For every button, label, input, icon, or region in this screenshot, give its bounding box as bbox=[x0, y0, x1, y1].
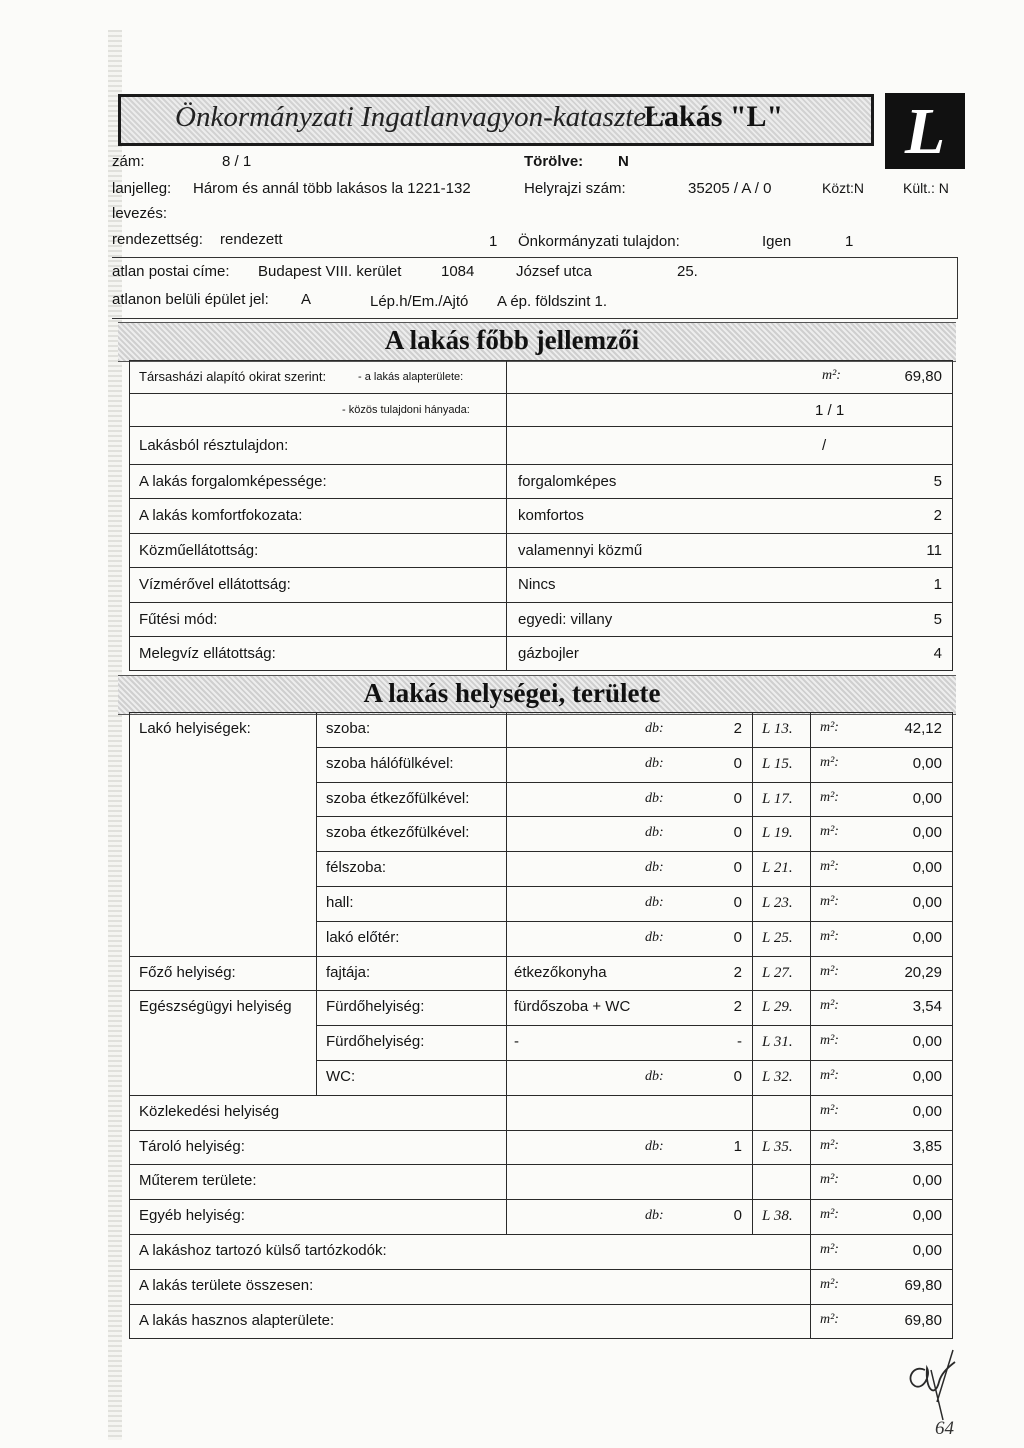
s1-line bbox=[129, 602, 953, 603]
room-type: fürdőszoba + WC bbox=[514, 998, 631, 1016]
area-unit: m²: bbox=[820, 1102, 839, 1118]
line-ref: L 21. bbox=[762, 860, 793, 877]
room-category: A lakás területe összesen: bbox=[139, 1276, 314, 1294]
megjeloles-label: lanjelleg: bbox=[112, 180, 172, 197]
s2-col-line bbox=[810, 1234, 811, 1269]
db-label: db: bbox=[645, 1069, 664, 1084]
room-subtype: lakó előtér: bbox=[326, 928, 400, 946]
s1-row-code: 11 bbox=[926, 542, 942, 559]
s2-line bbox=[316, 782, 953, 783]
room-area: 3,54 bbox=[912, 998, 942, 1016]
torolve-value: N bbox=[618, 153, 629, 170]
alapterulet-unit: m²: bbox=[822, 368, 841, 383]
room-area: 69,80 bbox=[904, 1311, 942, 1329]
s1-line bbox=[129, 498, 953, 499]
room-count: 0 bbox=[733, 928, 742, 946]
s2-col-line bbox=[316, 782, 317, 817]
room-category: Egyéb helyiség: bbox=[139, 1207, 245, 1225]
s1-line bbox=[129, 393, 953, 394]
room-count: 0 bbox=[733, 894, 742, 911]
area-unit: m²: bbox=[820, 824, 839, 840]
s2-col-line bbox=[752, 956, 753, 991]
area-unit: m²: bbox=[820, 894, 839, 909]
s2-line bbox=[316, 921, 953, 922]
szam-value: 8 / 1 bbox=[222, 153, 252, 170]
line-ref: L 13. bbox=[762, 721, 793, 737]
s2-line bbox=[129, 1199, 953, 1200]
room-count: 1 bbox=[733, 1137, 742, 1155]
s2-line bbox=[129, 1338, 953, 1339]
s2-col-line bbox=[752, 1130, 753, 1165]
line-ref: L 25. bbox=[762, 929, 793, 946]
s2-col-line bbox=[506, 712, 507, 747]
s1-line bbox=[129, 533, 953, 534]
torolve-label: Törölve: bbox=[524, 153, 584, 170]
s2-col-line bbox=[810, 816, 811, 851]
line-ref: L 31. bbox=[762, 1034, 793, 1051]
room-area: 0,00 bbox=[912, 859, 942, 877]
s2-col-line bbox=[752, 1025, 753, 1060]
lep-label: Lép.h/Em./Ajtó bbox=[370, 293, 469, 310]
room-subtype: szoba étkezőfülkével: bbox=[326, 824, 470, 842]
s1-row-code: 4 bbox=[933, 645, 942, 662]
section2-title: A lakás helységei, területe bbox=[363, 678, 661, 708]
room-count: 0 bbox=[733, 859, 742, 877]
kozos-value: 1 / 1 bbox=[815, 402, 845, 419]
s2-col-line bbox=[506, 1130, 507, 1165]
kozt-flag: Közt:N bbox=[822, 180, 865, 196]
helyrajzi-value: 35205 / A / 0 bbox=[688, 180, 772, 197]
s2-line bbox=[129, 712, 953, 713]
line-ref: L 17. bbox=[762, 790, 793, 807]
db-label: db: bbox=[645, 825, 664, 841]
s1-row-value: gázbojler bbox=[518, 645, 579, 662]
s2-col-line bbox=[810, 886, 811, 921]
s1-row-label: A lakás komfortfokozata: bbox=[139, 507, 303, 524]
s2-col-line bbox=[506, 956, 507, 991]
postal-city: Budapest VIII. kerület bbox=[258, 263, 402, 280]
s2-line bbox=[316, 886, 953, 887]
s2-line bbox=[316, 747, 953, 748]
s2-col-line bbox=[752, 1060, 753, 1095]
s2-line bbox=[129, 1269, 953, 1270]
s1-row-value: Nincs bbox=[518, 576, 556, 593]
room-subtype: WC: bbox=[326, 1068, 356, 1085]
s2-col-line bbox=[506, 886, 507, 921]
room-subtype: Fürdőhelyiség: bbox=[326, 1033, 425, 1051]
db-label: db: bbox=[645, 1138, 664, 1154]
rendezettseg-value: rendezett bbox=[220, 231, 283, 248]
helyrajzi-label: Helyrajzi szám: bbox=[524, 180, 626, 197]
s1-row-value: komfortos bbox=[518, 507, 584, 524]
s2-col-line bbox=[506, 990, 507, 1025]
onkormanyzati-label: Önkormányzati tulajdon: bbox=[518, 233, 680, 250]
area-unit: m²: bbox=[820, 1207, 839, 1223]
room-count: 2 bbox=[733, 998, 742, 1016]
room-category: Egészségügyi helyiség bbox=[139, 998, 292, 1016]
room-category: Lakó helyiségek: bbox=[139, 720, 251, 737]
area-unit: m²: bbox=[820, 963, 839, 979]
s1-line bbox=[129, 636, 953, 637]
rendezettseg-label: rendezettség: bbox=[112, 231, 203, 248]
s2-line bbox=[129, 1130, 953, 1131]
s2-line bbox=[316, 1060, 953, 1061]
s2-line bbox=[129, 1234, 953, 1235]
area-unit: m²: bbox=[820, 789, 839, 805]
db-label: db: bbox=[645, 755, 664, 771]
s2-col-line bbox=[752, 990, 753, 1025]
page-title: Önkormányzati Ingatlanvagyon-kataszter: bbox=[175, 101, 668, 133]
s2-line bbox=[129, 1095, 953, 1096]
room-count: 0 bbox=[733, 754, 742, 772]
room-subtype: Fürdőhelyiség: bbox=[326, 998, 425, 1016]
area-unit: m²: bbox=[820, 928, 839, 944]
room-count: 2 bbox=[733, 720, 742, 737]
s2-col-line bbox=[810, 1060, 811, 1095]
s2-col-line bbox=[316, 956, 317, 991]
room-area: 0,00 bbox=[912, 1033, 942, 1051]
s2-col-line bbox=[316, 816, 317, 851]
s1-row-code: 5 bbox=[933, 611, 942, 628]
s2-col-line bbox=[810, 1095, 811, 1130]
s1-line bbox=[129, 670, 953, 671]
page-subtitle: Lakás "L" bbox=[644, 100, 784, 133]
s1-line bbox=[129, 464, 953, 465]
line-ref: L 35. bbox=[762, 1138, 793, 1155]
s2-col-line bbox=[810, 956, 811, 991]
s2-line bbox=[316, 851, 953, 852]
room-area: 42,12 bbox=[904, 720, 942, 737]
room-subtype: hall: bbox=[326, 894, 354, 911]
s2-col-line bbox=[810, 1199, 811, 1234]
kozos-label: - közös tulajdoni hányada: bbox=[342, 404, 470, 416]
db-label: db: bbox=[645, 929, 664, 945]
area-unit: m²: bbox=[820, 1033, 839, 1049]
s2-col-line bbox=[316, 990, 317, 1025]
s1-row-code: 1 bbox=[933, 576, 942, 593]
room-area: 20,29 bbox=[904, 963, 942, 981]
s2-col-line bbox=[316, 1025, 317, 1060]
s2-col-line bbox=[752, 816, 753, 851]
resztulajdon-label: Lakásból résztulajdon: bbox=[139, 437, 289, 454]
db-label: db: bbox=[645, 721, 664, 736]
postal-number: 25. bbox=[677, 263, 698, 280]
area-unit: m²: bbox=[820, 1172, 839, 1188]
alapterulet-label: - a lakás alapterülete: bbox=[358, 371, 464, 383]
megjeloles-value: Három és annál több lakásos la 1221-132 bbox=[193, 180, 471, 197]
s2-line bbox=[129, 1164, 953, 1165]
room-subtype: szoba hálófülkével: bbox=[326, 754, 454, 772]
s2-col-line bbox=[752, 886, 753, 921]
building-value: A bbox=[301, 291, 312, 308]
s2-col-line bbox=[316, 1060, 317, 1095]
megnevezes-label: levezés: bbox=[112, 205, 168, 222]
db-label: db: bbox=[645, 860, 664, 876]
s1-row-value: egyedi: villany bbox=[518, 611, 613, 628]
s1-line bbox=[129, 360, 953, 361]
s2-col-line bbox=[810, 921, 811, 956]
s1-line bbox=[129, 426, 953, 427]
s1-row-code: 2 bbox=[933, 507, 942, 524]
room-category: A lakáshoz tartozó külső tartózkodók: bbox=[139, 1242, 387, 1259]
s1-row-label: A lakás forgalomképessége: bbox=[139, 473, 327, 490]
room-count: - bbox=[737, 1033, 742, 1051]
s2-col-line bbox=[810, 1130, 811, 1165]
room-subtype: szoba étkezőfülkével: bbox=[326, 789, 470, 807]
room-area: 0,00 bbox=[912, 789, 942, 807]
s2-line bbox=[316, 1025, 953, 1026]
room-area: 3,85 bbox=[912, 1137, 942, 1155]
room-area: 0,00 bbox=[912, 928, 942, 946]
room-count: 0 bbox=[733, 824, 742, 842]
room-area: 0,00 bbox=[912, 894, 942, 911]
room-category: A lakás hasznos alapterülete: bbox=[139, 1311, 335, 1329]
line-ref: L 19. bbox=[762, 825, 793, 842]
s2-col-line bbox=[810, 990, 811, 1025]
area-unit: m²: bbox=[820, 1137, 839, 1153]
room-area: 0,00 bbox=[912, 1207, 942, 1225]
room-count: 0 bbox=[733, 789, 742, 807]
room-subtype: fajtája: bbox=[326, 963, 371, 981]
s2-col-line bbox=[506, 1025, 507, 1060]
category-letter-badge: L bbox=[885, 93, 965, 169]
postal-address-label: atlan postai címe: bbox=[112, 263, 230, 280]
room-subtype: félszoba: bbox=[326, 859, 387, 877]
room-category: Tároló helyiség: bbox=[139, 1137, 245, 1155]
s2-col-line bbox=[506, 1095, 507, 1130]
s1-row-label: Vízmérővel ellátottság: bbox=[139, 576, 291, 593]
s2-col-line bbox=[752, 712, 753, 747]
room-count: 2 bbox=[733, 963, 742, 981]
s2-col-line bbox=[810, 712, 811, 747]
room-count: 0 bbox=[733, 1068, 742, 1085]
s1-row-value: forgalomképes bbox=[518, 473, 617, 490]
room-count: 0 bbox=[733, 1207, 742, 1225]
onkormanyzati-code: 1 bbox=[845, 233, 854, 250]
line-ref: L 32. bbox=[762, 1069, 793, 1085]
s1-right-border bbox=[952, 360, 953, 670]
alapterulet-value: 69,80 bbox=[904, 368, 942, 385]
s2-line bbox=[316, 816, 953, 817]
area-unit: m²: bbox=[820, 1311, 839, 1327]
s1-row-label: Melegvíz ellátottság: bbox=[139, 645, 276, 662]
s2-col-line bbox=[752, 1164, 753, 1199]
s2-left-border bbox=[129, 712, 130, 1338]
page-number-handwritten: 64 bbox=[935, 1418, 954, 1439]
s2-col-line bbox=[810, 851, 811, 886]
s2-col-line bbox=[316, 851, 317, 886]
line-ref: L 29. bbox=[762, 999, 793, 1016]
room-area: 0,00 bbox=[912, 824, 942, 842]
room-type: - bbox=[514, 1033, 519, 1051]
s2-col-line bbox=[506, 851, 507, 886]
postal-zip: 1084 bbox=[441, 263, 475, 280]
section1-title: A lakás főbb jellemzői bbox=[384, 325, 640, 355]
area-unit: m²: bbox=[820, 1276, 839, 1292]
s1-row-label: Fűtési mód: bbox=[139, 611, 218, 628]
s2-col-line bbox=[506, 1199, 507, 1234]
s2-col-line bbox=[810, 1304, 811, 1339]
s2-col-line bbox=[810, 747, 811, 782]
line-ref: L 23. bbox=[762, 895, 793, 911]
room-category: Műterem területe: bbox=[139, 1172, 257, 1190]
s1-mid-border bbox=[506, 360, 507, 670]
s1-line bbox=[129, 567, 953, 568]
szam-label: zám: bbox=[112, 153, 145, 170]
area-unit: m²: bbox=[820, 1068, 839, 1083]
s2-col-line bbox=[506, 747, 507, 782]
db-label: db: bbox=[645, 1208, 664, 1224]
s2-col-line bbox=[316, 921, 317, 956]
room-area: 0,00 bbox=[912, 1068, 942, 1085]
s1-row-value: valamennyi közmű bbox=[518, 542, 643, 559]
s1-left-border bbox=[129, 360, 130, 670]
kult-flag: Kült.: N bbox=[903, 180, 949, 196]
area-unit: m²: bbox=[820, 859, 839, 875]
area-unit: m²: bbox=[820, 1242, 839, 1257]
db-label: db: bbox=[645, 790, 664, 806]
s2-col-line bbox=[810, 782, 811, 817]
s2-col-line bbox=[506, 1060, 507, 1095]
db-label: db: bbox=[645, 895, 664, 910]
s2-col-line bbox=[506, 782, 507, 817]
resztulajdon-value: / bbox=[822, 437, 827, 454]
tarsashazi-label: Társasházi alapító okirat szerint: bbox=[139, 369, 327, 384]
room-category: Közlekedési helyiség bbox=[139, 1102, 280, 1120]
room-area: 0,00 bbox=[912, 1242, 942, 1259]
line-ref: L 27. bbox=[762, 964, 793, 981]
s2-col-line bbox=[752, 747, 753, 782]
room-area: 69,80 bbox=[904, 1276, 942, 1294]
room-type: étkezőkonyha bbox=[514, 963, 607, 981]
line-ref: L 15. bbox=[762, 755, 793, 772]
line-ref: L 38. bbox=[762, 1208, 793, 1225]
s2-col-line bbox=[316, 886, 317, 921]
building-label: atlanon belüli épület jel: bbox=[112, 291, 269, 308]
s2-col-line bbox=[752, 782, 753, 817]
area-unit: m²: bbox=[820, 754, 839, 770]
room-area: 0,00 bbox=[912, 754, 942, 772]
rendezettseg-code: 1 bbox=[489, 233, 498, 250]
s1-row-label: Közműellátottság: bbox=[139, 542, 259, 559]
s2-col-line bbox=[810, 1164, 811, 1199]
room-subtype: szoba: bbox=[326, 720, 371, 737]
s2-col-line bbox=[316, 712, 317, 747]
s2-col-line bbox=[316, 747, 317, 782]
s1-row-code: 5 bbox=[933, 473, 942, 490]
s2-col-line bbox=[752, 1095, 753, 1130]
s2-line bbox=[129, 990, 953, 991]
postal-street: József utca bbox=[516, 263, 592, 280]
s2-col-line bbox=[506, 816, 507, 851]
s2-line bbox=[129, 956, 953, 957]
area-unit: m²: bbox=[820, 998, 839, 1014]
s2-col-line bbox=[752, 921, 753, 956]
area-unit: m²: bbox=[820, 720, 839, 735]
s2-col-line bbox=[752, 1199, 753, 1234]
s2-col-line bbox=[810, 1269, 811, 1304]
s2-line bbox=[129, 1304, 953, 1305]
s2-col-line bbox=[752, 851, 753, 886]
lep-value: A ép. földszint 1. bbox=[497, 293, 608, 310]
s2-col-line bbox=[506, 921, 507, 956]
room-area: 0,00 bbox=[912, 1172, 942, 1190]
s2-col-line bbox=[810, 1025, 811, 1060]
onkormanyzati-value: Igen bbox=[762, 233, 792, 250]
s2-col-line bbox=[506, 1164, 507, 1199]
room-area: 0,00 bbox=[912, 1102, 942, 1120]
room-category: Főző helyiség: bbox=[139, 963, 236, 981]
